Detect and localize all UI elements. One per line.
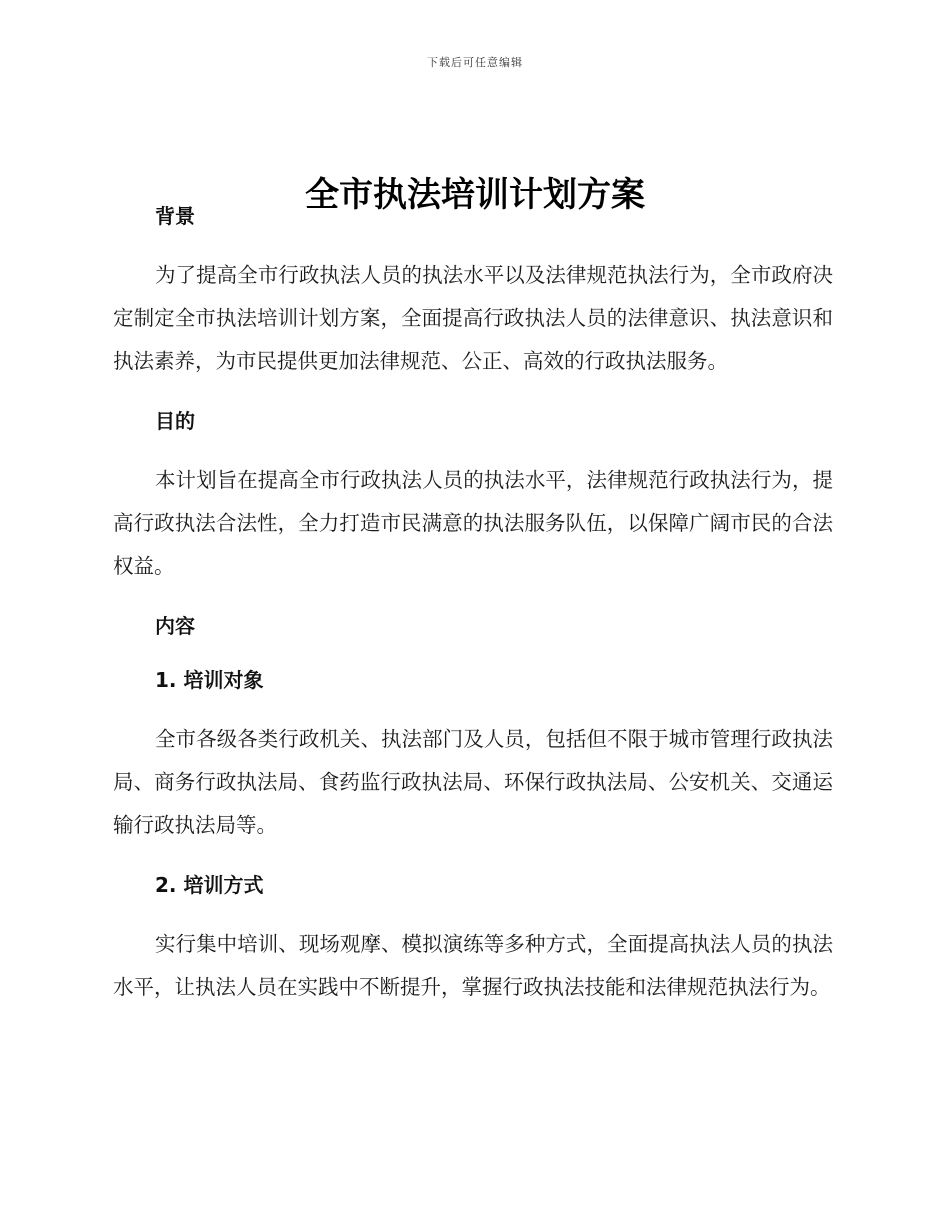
- section-heading-content: 内容: [155, 614, 195, 638]
- paragraph-background: 为了提高全市行政执法人员的执法水平以及法律规范执法行为，全市政府决定制定全市执法培训计划方案，全面提高行政执法人员的法律意识、执法意识和执法素养，为市民提供更加法律规范、公正、高效的行政执法服务。: [113, 263, 833, 373]
- section-heading-purpose: 目的: [155, 409, 195, 433]
- paragraph-purpose: 本计划旨在提高全市行政执法人员的执法水平，法律规范行政执法行为，提高行政执法合法性，全力打造市民满意的执法服务队伍，以保障广阔市民的合法权益。: [113, 468, 833, 578]
- paragraph-training-target: 全市各级各类行政机关、执法部门及人员，包括但不限于城市管理行政执法局、商务行政执法局、食药监行政执法局、环保行政执法局、公安机关、交通运输行政执法局等。: [113, 727, 833, 837]
- paragraph-training-method: 实行集中培训、现场观摩、模拟演练等多种方式，全面提高执法人员的执法水平，让执法人员在实践中不断提升，掌握行政执法技能和法律规范执法行为。: [113, 932, 833, 999]
- section-heading-background: 背景: [155, 204, 195, 228]
- document-body: [113, 200, 833, 1009]
- header-note: 下载后可任意编辑: [427, 56, 523, 69]
- subsection-heading-training-target: 1. 培训对象: [155, 668, 264, 692]
- subsection-heading-training-method: 2. 培训方式: [155, 873, 264, 897]
- document-title: 全市执法培训计划方案: [305, 174, 645, 215]
